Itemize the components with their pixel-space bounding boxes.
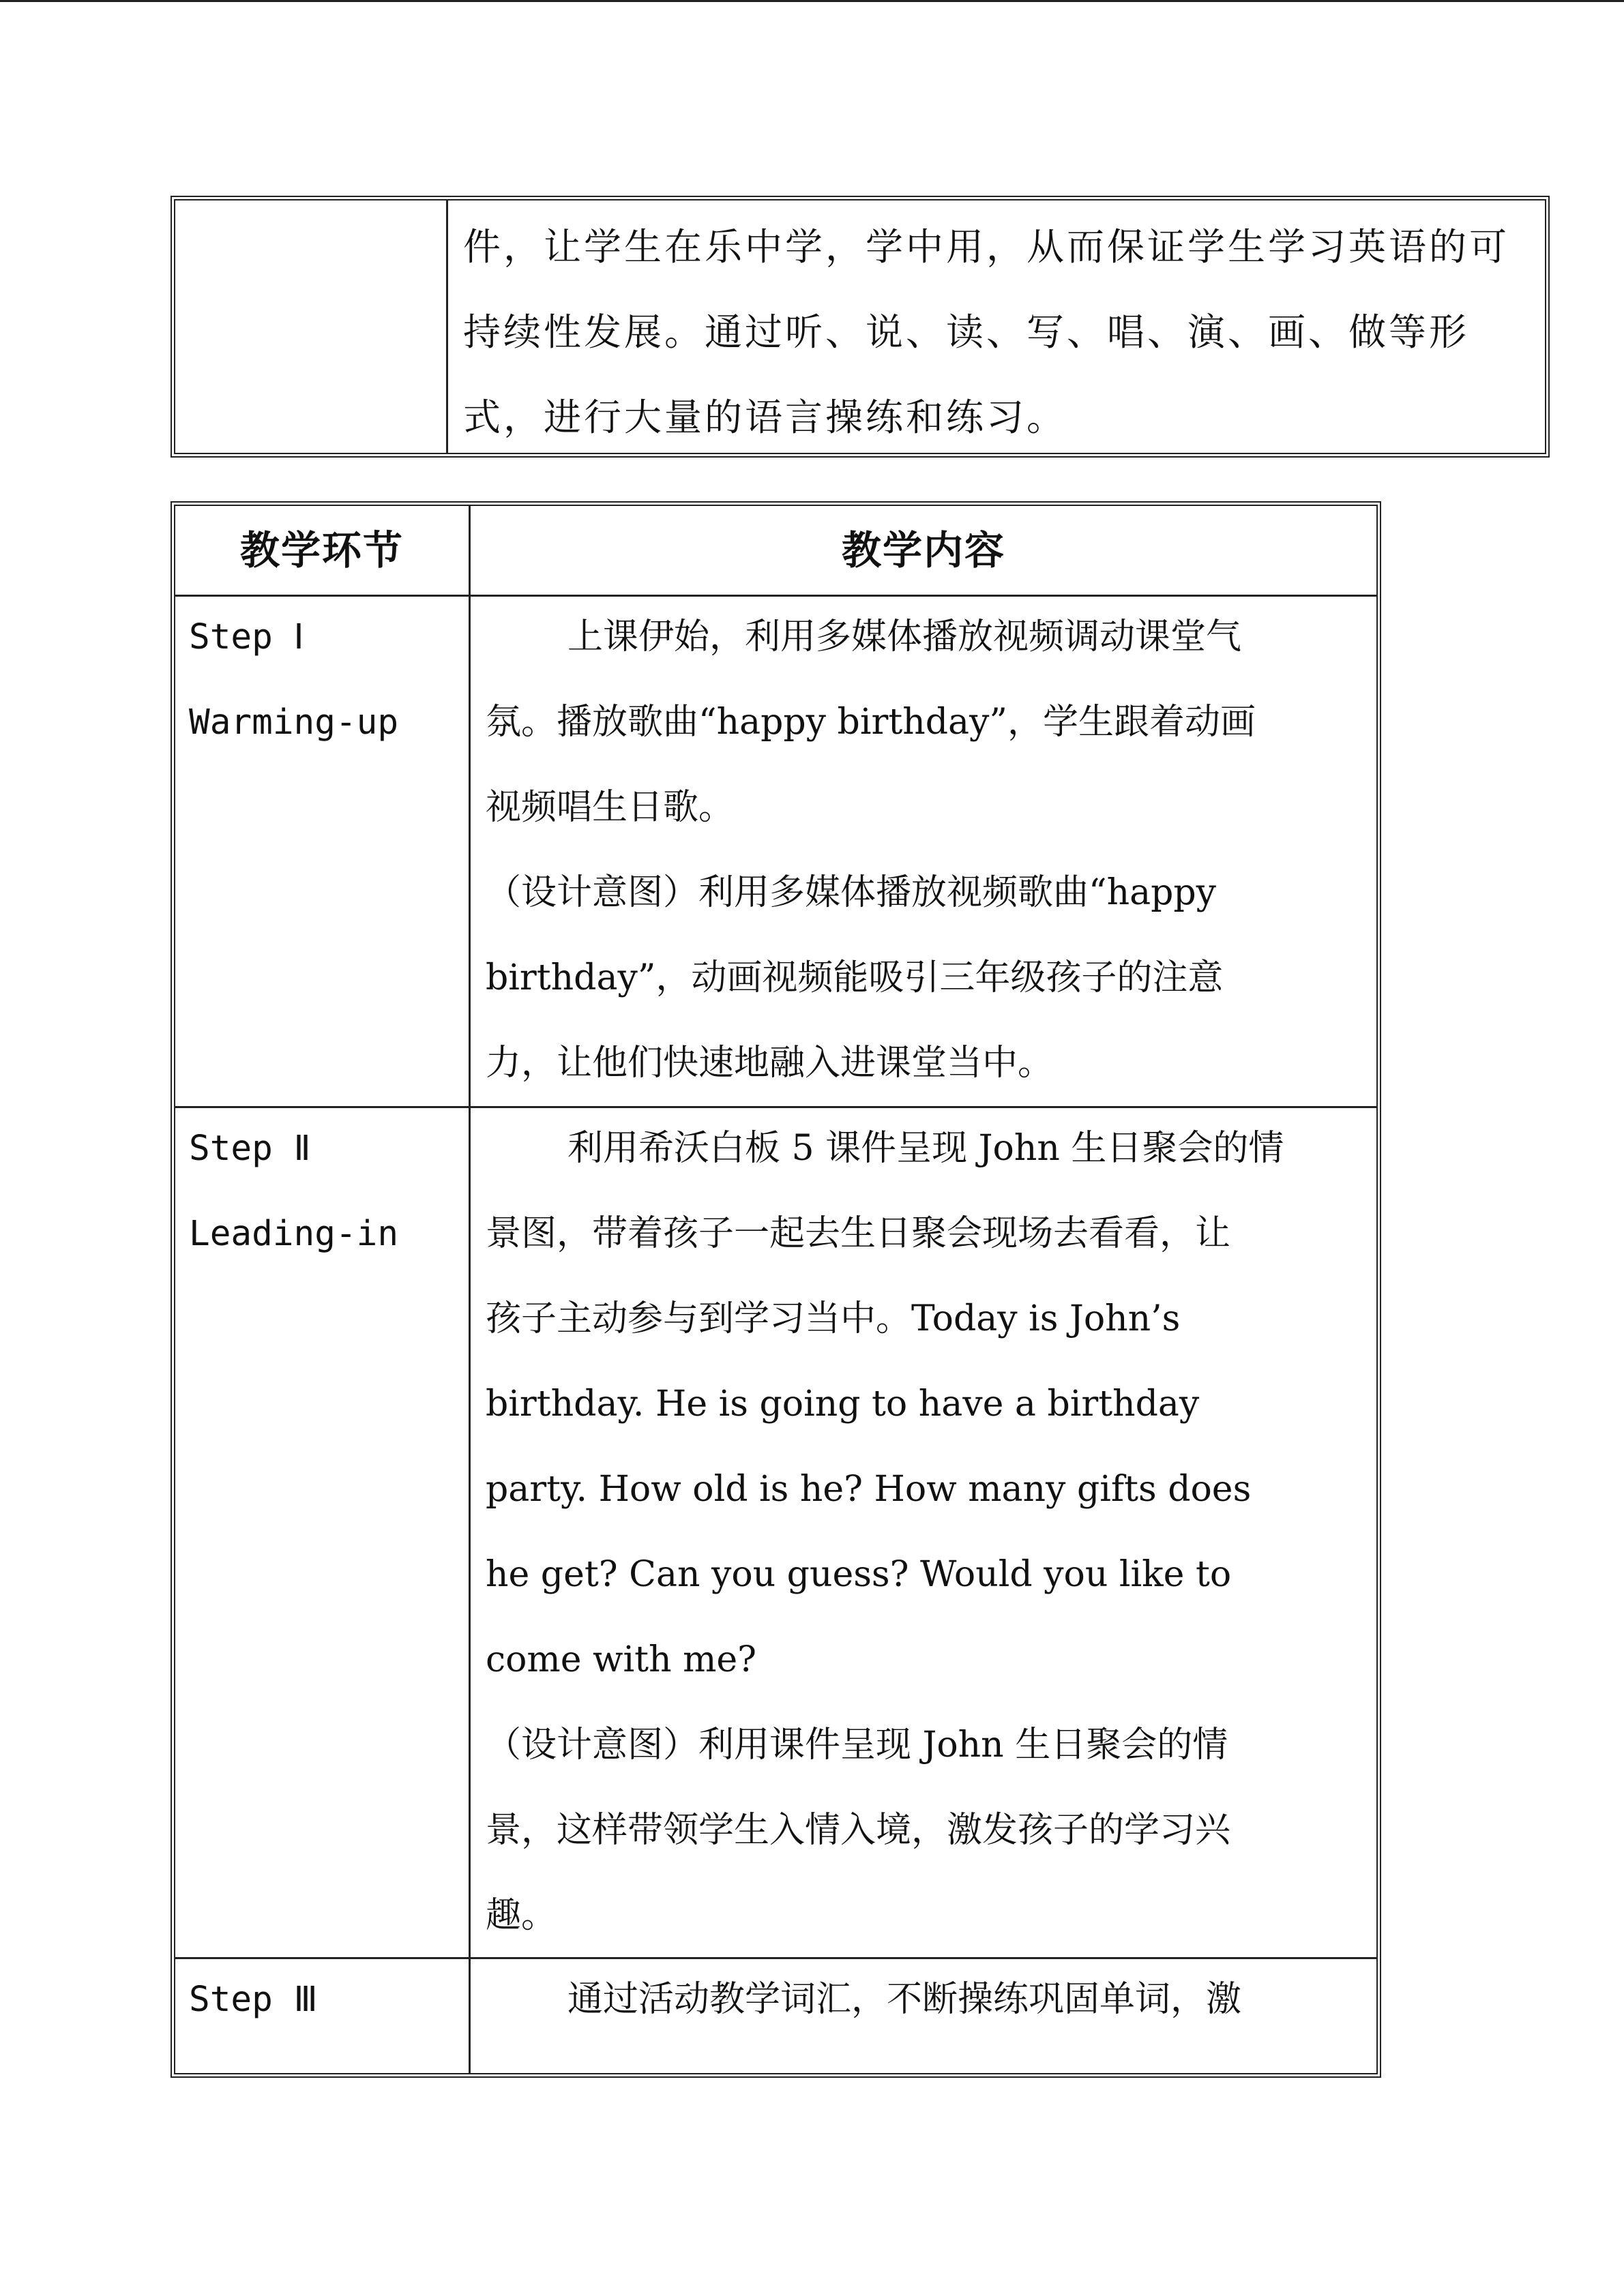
text-line: （设计意图）利用多媒体播放视频歌曲“happy bbox=[486, 872, 1217, 913]
text-line: 式，进行大量的语言操练和练习。 bbox=[463, 396, 1067, 439]
text-line: 上课伊始，利用多媒体播放视频调动课堂气 bbox=[567, 616, 1242, 657]
text-line: （设计意图）利用课件呈现 John 生日聚会的情 bbox=[486, 1725, 1228, 1765]
step-content bbox=[486, 595, 1364, 1106]
column-divider bbox=[469, 506, 471, 2073]
step-label bbox=[189, 595, 462, 765]
step-number: Step Ⅰ bbox=[189, 617, 304, 657]
text-line: 力，让他们快速地融入进课堂当中。 bbox=[486, 1043, 1054, 1084]
header-teaching-content: 教学内容 bbox=[841, 527, 1005, 573]
text-line: 景，这样带领学生入情入境，激发孩子的学习兴 bbox=[486, 1810, 1231, 1851]
text-line: 趣。 bbox=[486, 1895, 557, 1936]
step-title: Warming-up bbox=[189, 702, 399, 743]
text-line: 通过活动教学词汇，不断操练巩固单词，激 bbox=[567, 1979, 1242, 2020]
text-line: 孩子主动参与到学习当中。Today is John’s bbox=[486, 1298, 1181, 1339]
step-label bbox=[189, 1957, 462, 2042]
text-line: come with me? bbox=[486, 1639, 757, 1680]
step-content bbox=[486, 1957, 1364, 2042]
text-line: birthday. He is going to have a birthday bbox=[486, 1384, 1200, 1425]
continued-table bbox=[171, 196, 1550, 458]
text-line: 利用希沃白板 5 课件呈现 John 生日聚会的情 bbox=[567, 1128, 1284, 1169]
text-line: 持续性发展。通过听、说、读、写、唱、演、画、做等形 bbox=[463, 310, 1470, 354]
text-line: party. How old is he? How many gifts does bbox=[486, 1469, 1252, 1510]
header-teaching-step: 教学环节 bbox=[239, 527, 404, 573]
continued-content-cell bbox=[463, 205, 1531, 460]
text-line: he get? Can you guess? Would you like to bbox=[486, 1554, 1232, 1595]
column-divider bbox=[446, 200, 448, 453]
step-title: Leading-in bbox=[189, 1214, 399, 1254]
teaching-procedure-table bbox=[171, 501, 1381, 2078]
text-line: 氛。播放歌曲“happy birthday”，学生跟着动画 bbox=[486, 702, 1256, 743]
text-line: 景图，带着孩子一起去生日聚会现场去看看，让 bbox=[486, 1213, 1231, 1254]
text-line: 视频唱生日歌。 bbox=[486, 787, 735, 828]
step-number: Step Ⅲ bbox=[189, 1980, 318, 2020]
step-content bbox=[486, 1106, 1364, 1958]
text-line: birthday”，动画视频能吸引三年级孩子的注意 bbox=[486, 957, 1224, 998]
text-line: 件，让学生在乐中学，学中用，从而保证学生学习英语的可 bbox=[463, 225, 1510, 269]
step-number: Step Ⅱ bbox=[189, 1129, 311, 1169]
step-label bbox=[189, 1106, 462, 1277]
page-top-border bbox=[0, 0, 1624, 2]
